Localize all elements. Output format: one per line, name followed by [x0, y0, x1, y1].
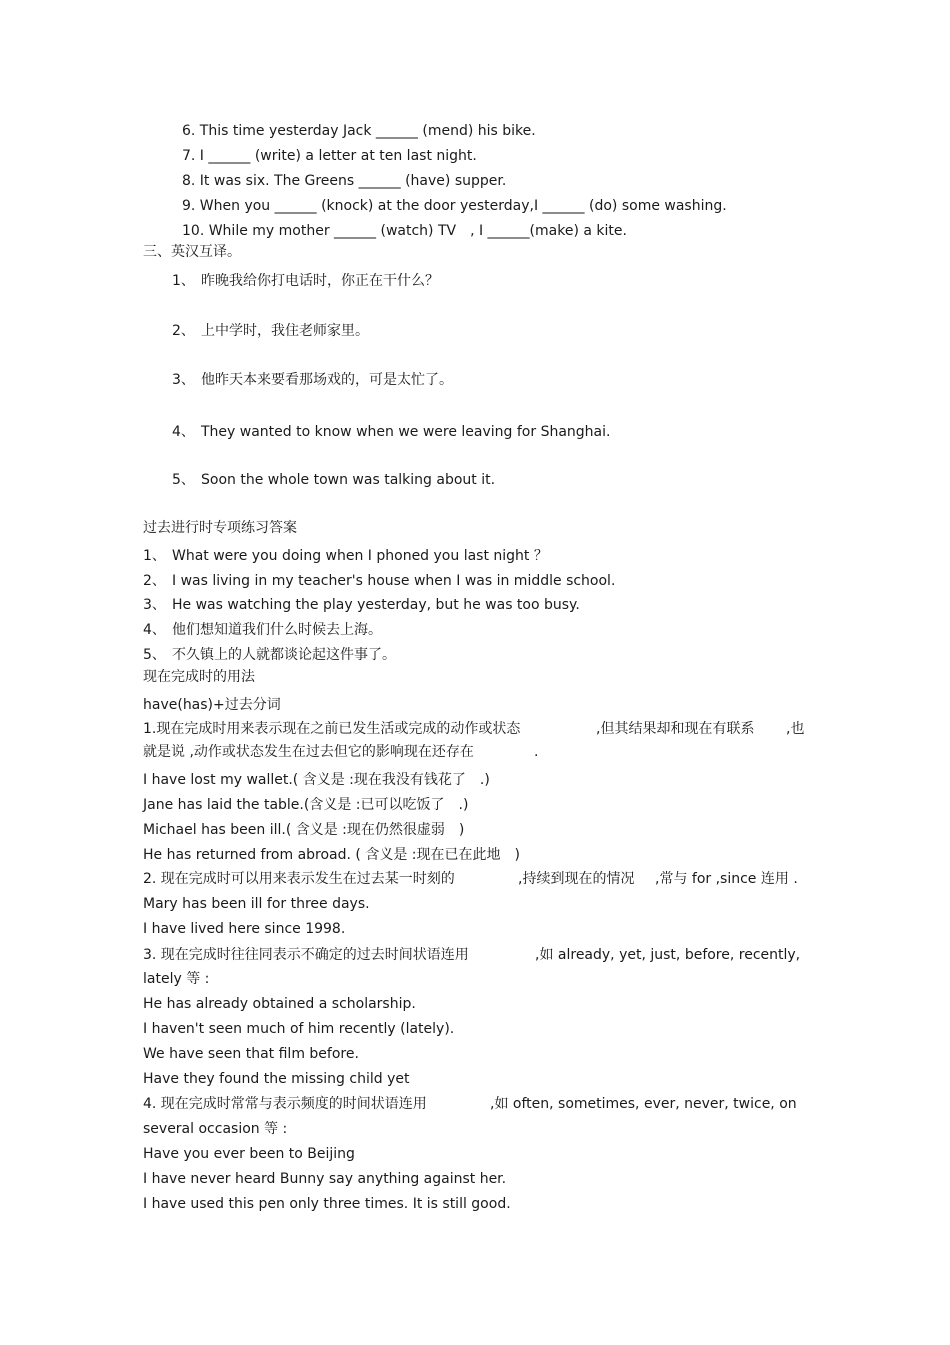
- rule-text: ,如 already, yet, just, before, recently,: [535, 947, 801, 963]
- example-sentence: He has returned from abroad. ( 含义是 :现在已在此地 ): [143, 847, 520, 863]
- answer-text: He was watching the play yesterday, but he was too busy.: [172, 597, 580, 613]
- rule-text: 3. 现在完成时往往同表示不确定的过去时间状语连用: [143, 947, 469, 963]
- item-number: 2、: [172, 323, 195, 339]
- answer-number: 1、: [143, 548, 166, 564]
- item-number: 1、: [172, 273, 195, 289]
- answers-heading: 过去进行时专项练习答案: [143, 520, 297, 536]
- example-sentence: We have seen that film before.: [143, 1046, 359, 1062]
- example-sentence: I have lived here since 1998.: [143, 921, 346, 937]
- item-number: 5、: [172, 472, 195, 488]
- section-heading: 三、英汉互译。: [143, 244, 241, 260]
- rule-text: several occasion 等 :: [143, 1121, 288, 1137]
- rule-text: ,常与 for ,since 连用 .: [655, 871, 798, 887]
- rule-text: 4. 现在完成时常常与表示频度的时间状语连用: [143, 1096, 427, 1112]
- rule-text: .: [534, 744, 539, 760]
- example-sentence: I have never heard Bunny say anything against her.: [143, 1171, 507, 1187]
- rule-text: ,也: [786, 721, 805, 737]
- answer-text: 他们想知道我们什么时候去上海。: [172, 622, 382, 638]
- rule-text: lately 等 :: [143, 971, 210, 987]
- example-sentence: I have used this pen only three times. It is still good.: [143, 1196, 511, 1212]
- item-text: 他昨天本来要看那场戏的，可是太忙了。: [201, 372, 453, 388]
- exercise-item: 7. I ______ (write) a letter at ten last night.: [182, 148, 477, 164]
- answer-text: 不久镇上的人就都谈论起这件事了。: [172, 647, 396, 663]
- rule-text: ,但其结果却和现在有联系: [596, 721, 755, 737]
- exercise-item: 10. While my mother ______ (watch) TV , I ______(make) a kite.: [182, 223, 627, 239]
- example-sentence: Jane has laid the table.(含义是 :已可以吃饭了 .): [143, 797, 469, 813]
- answer-number: 3、: [143, 597, 166, 613]
- answer-number: 5、: [143, 647, 166, 663]
- item-number: 4、: [172, 424, 195, 440]
- answer-text: What were you doing when I phoned you last night ？: [172, 548, 548, 564]
- exercise-item: 9. When you ______ (knock) at the door yesterday,I ______ (do) some washing.: [182, 198, 727, 214]
- rule-text: 1.现在完成时用来表示现在之前已发生活或完成的动作或状态: [143, 721, 521, 737]
- item-text: They wanted to know when we were leaving for Shanghai.: [201, 424, 611, 440]
- example-sentence: Mary has been ill for three days.: [143, 896, 370, 912]
- item-text: 上中学时，我住老师家里。: [201, 323, 369, 339]
- exercise-item: 8. It was six. The Greens ______ (have) supper.: [182, 173, 507, 189]
- item-number: 3、: [172, 372, 195, 388]
- rule-text: ,如 often, sometimes, ever, never, twice, on: [490, 1096, 797, 1112]
- rule-text: 2. 现在完成时可以用来表示发生在过去某一时刻的: [143, 871, 455, 887]
- answer-number: 4、: [143, 622, 166, 638]
- item-text: Soon the whole town was talking about it.: [201, 472, 496, 488]
- example-sentence: I haven't seen much of him recently (lately).: [143, 1021, 455, 1037]
- rule-text: ,持续到现在的情况: [518, 871, 635, 887]
- answer-text: I was living in my teacher's house when I was in middle school.: [172, 573, 616, 589]
- topic-heading: 现在完成时的用法: [143, 669, 255, 685]
- formula: have(has)+过去分词: [143, 697, 281, 713]
- example-sentence: Have they found the missing child yet: [143, 1071, 410, 1087]
- rule-text: 就是说 ,动作或状态发生在过去但它的影响现在还存在: [143, 744, 474, 760]
- exercise-item: 6. This time yesterday Jack ______ (mend) his bike.: [182, 123, 536, 139]
- example-sentence: I have lost my wallet.( 含义是 :现在我没有钱花了 .): [143, 772, 490, 788]
- example-sentence: Have you ever been to Beijing: [143, 1146, 355, 1162]
- answer-number: 2、: [143, 573, 166, 589]
- item-text: 昨晚我给你打电话时，你正在干什么？: [201, 273, 439, 289]
- example-sentence: Michael has been ill.( 含义是 :现在仍然很虚弱 ): [143, 822, 465, 838]
- example-sentence: He has already obtained a scholarship.: [143, 996, 416, 1012]
